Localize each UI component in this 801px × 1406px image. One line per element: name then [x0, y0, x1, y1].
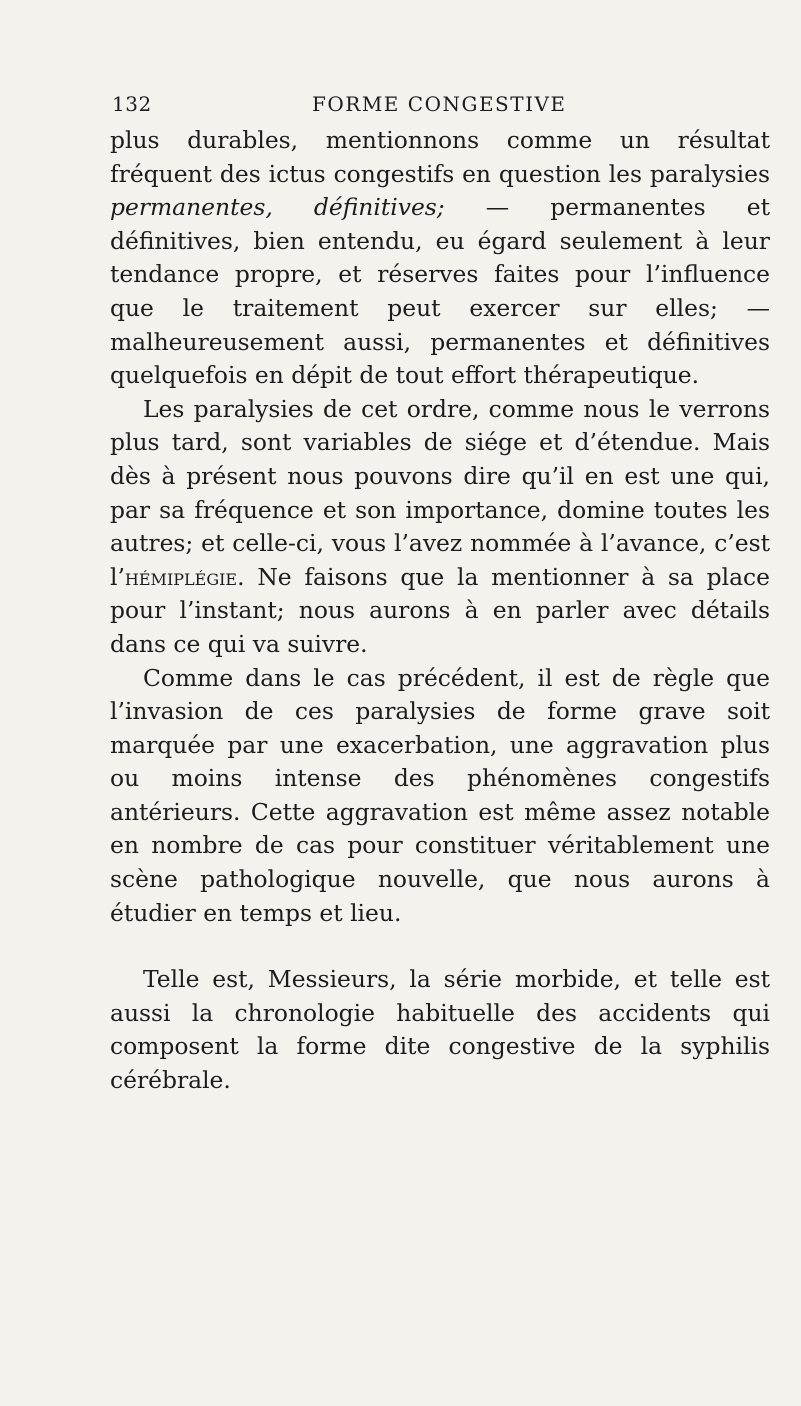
- chapter-title: FORME CONGESTIVE: [312, 92, 567, 116]
- running-header: [112, 92, 772, 122]
- paragraph-2: [110, 393, 770, 662]
- paragraph-1-text-b: — permanentes et définitives, bien entendu, eu égard seulement à leur tendance propre, et réserves faites pour l’influence que le traitement peut exercer sur elles; — malheureusement aussi, permanentes et définitives quelquefois en dépit de tout effort thérapeutique.: [110, 193, 771, 390]
- paragraph-2-smallcaps-term: hémiplégie: [124, 562, 238, 591]
- paragraph-4: Telle est, Messieurs, la série morbide, et telle est aussi la chronologie habituelle des accidents qui composent la forme dite congestive de la syphilis cérébrale.: [110, 965, 770, 1095]
- paragraph-2-text-b: . Ne faisons que la mentionner à sa place pour l’instant; nous aurons à en parler avec détails dans ce qui va suivre.: [110, 562, 770, 658]
- paragraph-2-text-a: Les paralysies de cet ordre, comme nous le verrons plus tard, sont variables de siége et d’étendue. Mais dès à présent nous pouvons dire qu’il en est une qui, par sa fréquence et son importance, domine toutes les autres; et celle-ci, vous l’avez nommée à l’avance, c’est l’: [110, 394, 770, 591]
- paragraph-1: [110, 124, 770, 393]
- body-text: [110, 124, 770, 1098]
- paragraph-1-italic-text: permanentes, définitives;: [110, 193, 445, 222]
- paragraph-3: Comme dans le cas précédent, il est de règle que l’invasion de ces paralysies de forme grave soit marquée par une exacerbation, une aggravation plus ou moins intense des phénomènes congestifs antérieurs. Cette aggravation est même assez notable en nombre de cas pour constituer véritablement une scène pathologique nouvelle, que nous aurons à étudier en temps et lieu.: [110, 663, 770, 927]
- page-number: 132: [112, 92, 152, 116]
- paragraph-1-text-a: plus durables, mentionnons comme un résultat fréquent des ictus congestifs en question les paralysies: [110, 126, 770, 188]
